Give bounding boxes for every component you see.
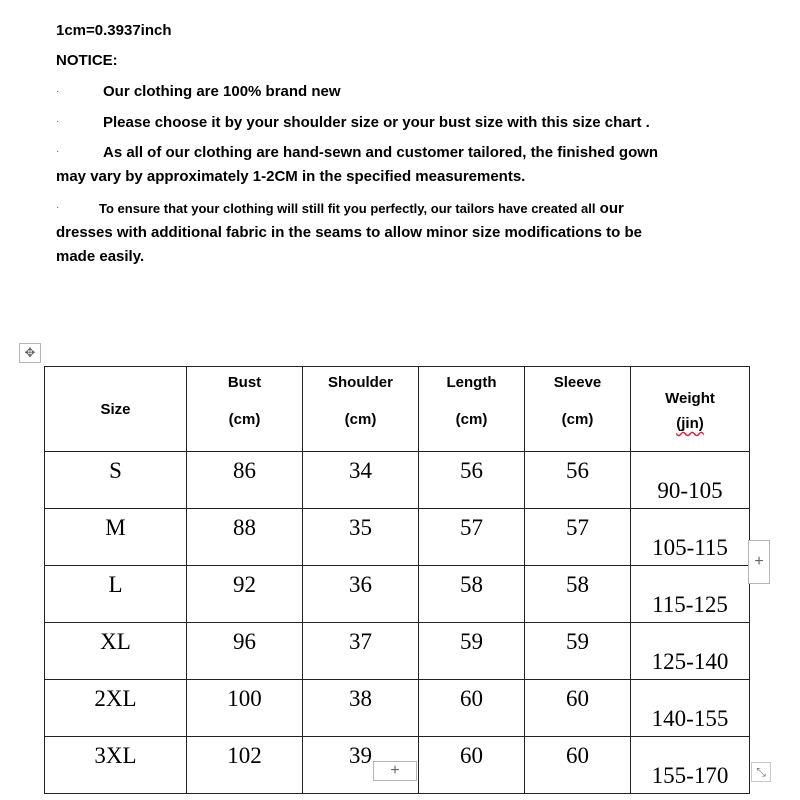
table-row [45, 452, 750, 509]
bullet-3: · [56, 146, 60, 157]
header-sleeve [525, 367, 631, 452]
cell-shoulder: 34 [303, 452, 419, 509]
cell-length: 56 [419, 452, 525, 509]
header-bust [187, 367, 303, 452]
header-shoulder [303, 367, 419, 452]
header-label: Length [446, 374, 497, 391]
cell-sleeve: 56 [525, 452, 631, 509]
notice-heading: NOTICE: [56, 52, 118, 69]
bullet-2: · [56, 116, 60, 127]
table-row [45, 509, 750, 566]
cell-bust: 86 [187, 452, 303, 509]
cell-sleeve: 57 [525, 509, 631, 566]
notice-item-4-big-text: our [595, 200, 624, 217]
header-label: Size [100, 400, 131, 418]
cell-size: 3XL [45, 737, 187, 794]
notice-item-4-line1 [99, 200, 624, 217]
cell-sleeve: 60 [525, 737, 631, 794]
header-unit: (cm) [344, 411, 377, 428]
cell-bust: 102 [187, 737, 303, 794]
cell-shoulder: 35 [303, 509, 419, 566]
bullet-1: · [56, 86, 60, 97]
table-resize-handle[interactable] [751, 762, 771, 782]
cell-bust: 100 [187, 680, 303, 737]
cell-shoulder: 37 [303, 623, 419, 680]
cell-length: 59 [419, 623, 525, 680]
bullet-4: · [56, 202, 60, 213]
header-weight [631, 367, 750, 452]
cell-shoulder: 36 [303, 566, 419, 623]
notice-item-4-line2: dresses with additional fabric in the seams to allow minor size modifications to be [56, 224, 642, 241]
add-column-button[interactable] [748, 540, 770, 584]
header-label: Shoulder [327, 374, 393, 391]
cell-shoulder: 38 [303, 680, 419, 737]
cell-length: 57 [419, 509, 525, 566]
notice-item-3-line2: may vary by approximately 1-2CM in the specified measurements. [56, 168, 526, 185]
cell-sleeve: 60 [525, 680, 631, 737]
resize-icon: ⤡ [756, 764, 766, 779]
cell-size: M [45, 509, 187, 566]
header-unit: (cm) [455, 411, 488, 428]
table-row [45, 566, 750, 623]
cell-sleeve: 58 [525, 566, 631, 623]
cell-weight: 115-125 [631, 566, 750, 623]
cell-bust: 92 [187, 566, 303, 623]
header-size [45, 367, 187, 452]
add-row-button[interactable] [373, 761, 417, 781]
table-row [45, 680, 750, 737]
header-label: Weight [665, 390, 715, 407]
notice-item-4-small-text: To ensure that your clothing will still fit you perfectly, our tailors have created all [99, 201, 596, 216]
cell-length: 60 [419, 737, 525, 794]
size-chart-table [44, 366, 750, 794]
cell-length: 60 [419, 680, 525, 737]
cell-size: 2XL [45, 680, 187, 737]
header-unit: (cm) [561, 411, 594, 428]
cell-sleeve: 59 [525, 623, 631, 680]
cell-size: L [45, 566, 187, 623]
cell-shoulder: 39 [303, 737, 419, 794]
notice-item-3-line1: As all of our clothing are hand-sewn and customer tailored, the finished gown [103, 144, 659, 161]
notice-item-1: Our clothing are 100% brand new [103, 83, 341, 100]
cell-size: XL [45, 623, 187, 680]
cell-weight: 90-105 [631, 452, 750, 509]
cell-weight: 105-115 [631, 509, 750, 566]
cell-weight: 140-155 [631, 680, 750, 737]
header-label: Sleeve [553, 374, 602, 391]
header-row [45, 367, 750, 452]
cell-length: 58 [419, 566, 525, 623]
table-move-handle[interactable] [19, 343, 41, 363]
cell-size: S [45, 452, 187, 509]
cell-bust: 96 [187, 623, 303, 680]
notice-item-2: Please choose it by your shoulder size or your bust size with this size chart . [103, 114, 650, 131]
cell-weight: 155-170 [631, 737, 750, 794]
plus-icon: + [754, 553, 764, 570]
header-label: Bust [227, 374, 262, 391]
table-row [45, 623, 750, 680]
move-icon: ✥ [24, 345, 36, 360]
cell-bust: 88 [187, 509, 303, 566]
unit-conversion: 1cm=0.3937inch [56, 22, 172, 39]
table-body [45, 452, 750, 794]
cell-weight: 125-140 [631, 623, 750, 680]
header-unit: (jin) [676, 415, 704, 432]
notice-item-4-line3: made easily. [56, 248, 145, 265]
header-length [419, 367, 525, 452]
header-unit: (cm) [228, 411, 261, 428]
plus-icon: + [390, 762, 400, 779]
